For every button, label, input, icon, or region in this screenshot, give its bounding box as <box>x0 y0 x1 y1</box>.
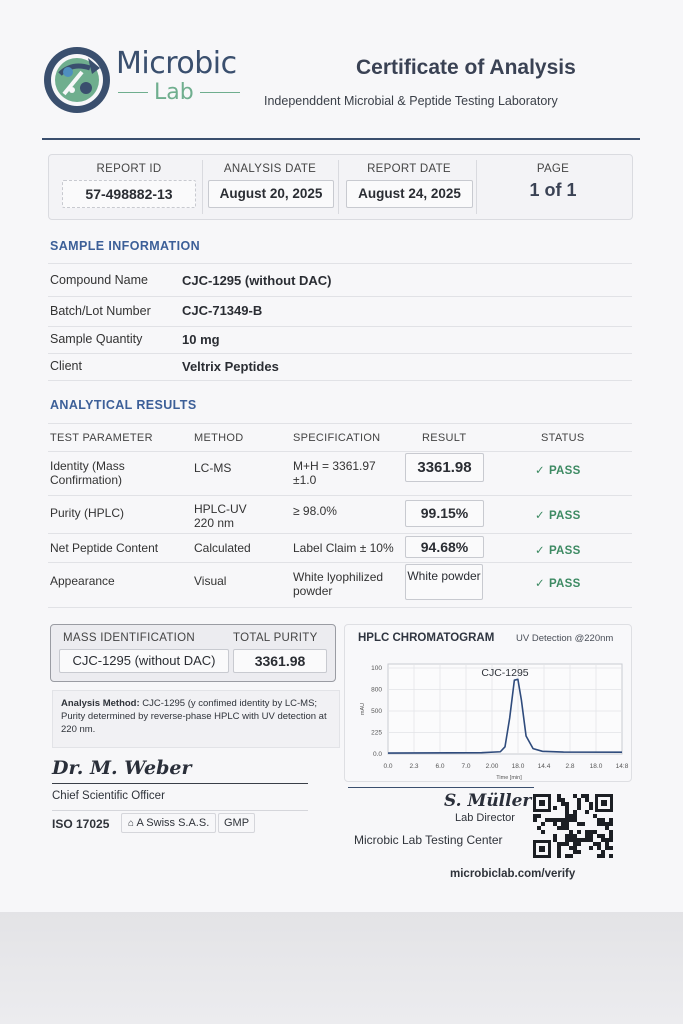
result-row-spec: M+H = 3361.97 ±1.0 <box>293 459 376 487</box>
page-subtitle: Independdent Microbial & Peptide Testing Laboratory <box>264 94 558 108</box>
peak-label: CJC-1295 <box>481 667 529 679</box>
result-row-param: Purity (HPLC) <box>50 506 125 520</box>
meta-divider <box>202 160 203 214</box>
qr-module <box>565 802 569 806</box>
qr-module <box>581 822 585 826</box>
result-row-param: Identity (Mass Confirmation) <box>50 459 125 487</box>
row-divider <box>48 326 632 327</box>
x-axis-label: Time [min] <box>496 775 522 781</box>
result-row-status <box>535 543 581 557</box>
qr-module <box>569 846 573 850</box>
x-tick-label: 2.8 <box>565 763 575 770</box>
lab-org-name: Microbic Lab Testing Center <box>354 833 503 847</box>
quantity-value: 10 mg <box>182 332 220 347</box>
x-tick-label: 6.0 <box>435 763 445 770</box>
result-row-method: LC-MS <box>194 461 232 475</box>
qr-module <box>569 854 573 858</box>
qr-module <box>589 802 593 806</box>
qr-module <box>565 814 569 818</box>
qr-module <box>565 806 569 810</box>
row-divider <box>48 451 632 452</box>
qr-module <box>589 846 593 850</box>
col-header-parameter: TEST PARAMETER <box>50 432 153 444</box>
result-row-value: White powder <box>405 564 483 600</box>
signer-title-right: Lab Director <box>455 812 515 824</box>
swiss-badge <box>121 813 216 833</box>
qr-module <box>553 822 557 826</box>
page-number-value: 1 of 1 <box>529 180 577 200</box>
qr-module <box>577 806 581 810</box>
qr-module <box>585 834 589 838</box>
qr-module <box>577 830 581 834</box>
qr-module <box>537 826 541 830</box>
building-icon: ⌂ <box>128 818 135 829</box>
qr-module <box>577 850 581 854</box>
check-icon: ✓ <box>535 510 545 522</box>
qr-module <box>601 850 605 854</box>
qr-module <box>605 822 609 826</box>
qr-module <box>565 838 569 842</box>
qr-module <box>573 846 577 850</box>
qr-module <box>573 810 577 814</box>
qr-module <box>549 818 553 822</box>
report-date-value: August 24, 2025 <box>346 180 473 208</box>
qr-finder <box>601 800 607 806</box>
qr-module <box>557 854 561 858</box>
quantity-label: Sample Quantity <box>50 332 143 346</box>
row-divider <box>48 380 632 381</box>
status-text: PASS <box>548 545 581 557</box>
result-row-param: Appearance <box>50 574 115 588</box>
total-purity-label: TOTAL PURITY <box>233 632 318 644</box>
qr-module <box>609 854 613 858</box>
qr-module <box>589 834 593 838</box>
qr-module <box>573 842 577 846</box>
qr-module <box>545 818 549 822</box>
qr-module <box>553 806 557 810</box>
x-tick-label: 18.0 <box>589 763 603 770</box>
qr-module <box>601 838 605 842</box>
qr-module <box>573 850 577 854</box>
signature-left: Dr. M. Weber <box>52 757 192 779</box>
x-tick-label: 2.00 <box>485 763 499 770</box>
qr-module <box>577 838 581 842</box>
qr-module <box>577 798 581 802</box>
swiss-badge-text: A Swiss S.A.S. <box>136 817 210 829</box>
qr-module <box>601 818 605 822</box>
qr-module <box>609 822 613 826</box>
qr-module <box>609 834 613 838</box>
qr-module <box>557 794 561 798</box>
qr-module <box>593 814 597 818</box>
qr-module <box>569 814 573 818</box>
row-divider <box>48 495 632 496</box>
page-number-label: PAGE <box>536 163 570 175</box>
qr-module <box>593 830 597 834</box>
qr-module <box>605 838 609 842</box>
qr-module <box>581 794 585 798</box>
qr-module <box>573 814 577 818</box>
col-header-result: RESULT <box>422 432 467 444</box>
qr-module <box>597 822 601 826</box>
qr-module <box>569 818 573 822</box>
page-background <box>0 912 683 1024</box>
qr-module <box>585 798 589 802</box>
qr-module <box>609 846 613 850</box>
analysis-method-text: CJC-1295 (y confimed identity by LC-MS; Purity determined by reverse-phase HPLC with UV detection at 220 nm. <box>61 698 327 735</box>
analysis-method-panel <box>52 690 340 748</box>
result-row-value: 3361.98 <box>405 453 484 482</box>
x-tick-label: 2.3 <box>409 763 419 770</box>
status-text: PASS <box>548 578 581 590</box>
signature-line <box>52 783 308 784</box>
qr-module <box>557 798 561 802</box>
compound-name-value: CJC-1295 (without DAC) <box>182 273 332 288</box>
qr-module <box>541 822 545 826</box>
meta-divider <box>338 160 339 214</box>
x-tick-label: 18.0 <box>511 763 525 770</box>
qr-module <box>605 842 609 846</box>
qr-module <box>553 818 557 822</box>
qr-module <box>585 838 589 842</box>
header-divider <box>42 138 640 140</box>
batch-value: CJC-71349-B <box>182 303 263 318</box>
qr-module <box>589 806 593 810</box>
qr-module <box>557 826 561 830</box>
qr-module <box>597 846 601 850</box>
qr-module <box>569 838 573 842</box>
status-text: PASS <box>548 510 581 522</box>
result-row-status <box>535 508 581 522</box>
qr-module <box>533 818 537 822</box>
qr-module <box>565 818 569 822</box>
qr-module <box>601 854 605 858</box>
brand-rule-right <box>200 92 240 93</box>
row-divider <box>48 263 632 264</box>
y-tick-label: 100 <box>371 665 382 672</box>
col-header-status: STATUS <box>541 432 585 444</box>
qr-module <box>585 830 589 834</box>
qr-module <box>557 842 561 846</box>
qr-module <box>557 846 561 850</box>
qr-module <box>565 842 569 846</box>
row-divider <box>48 353 632 354</box>
analysis-method-heading: Analysis Method: <box>61 698 140 709</box>
report-id-value: 57-498882-13 <box>62 180 196 208</box>
qr-module <box>589 830 593 834</box>
result-row-method: Calculated <box>194 541 251 555</box>
total-purity-value: 3361.98 <box>233 649 327 673</box>
signer-title-left: Chief Scientific Officer <box>52 790 165 802</box>
y-tick-label: 500 <box>371 708 382 715</box>
brand-rule-left <box>118 92 148 93</box>
qr-module <box>569 830 573 834</box>
qr-module <box>541 830 545 834</box>
qr-finder <box>539 846 545 852</box>
analysis-date-label: ANALYSIS DATE <box>223 163 317 175</box>
mass-id-value: CJC-1295 (without DAC) <box>59 649 229 673</box>
qr-module <box>585 810 589 814</box>
status-text: PASS <box>548 465 581 477</box>
qr-module <box>561 822 565 826</box>
analysis-date-value: August 20, 2025 <box>208 180 334 208</box>
check-icon: ✓ <box>535 545 545 557</box>
row-divider <box>48 607 632 608</box>
qr-module <box>597 854 601 858</box>
qr-module <box>577 842 581 846</box>
qr-module <box>577 802 581 806</box>
qr-module <box>537 814 541 818</box>
qr-module <box>565 826 569 830</box>
result-row-spec: White lyophilized powder <box>293 570 384 598</box>
results-title: ANALYTICAL RESULTS <box>50 398 197 412</box>
qr-module <box>581 838 585 842</box>
result-row-param: Net Peptide Content <box>50 541 159 555</box>
logo-icon <box>42 44 112 116</box>
mass-id-label: MASS IDENTIFICATION <box>63 632 195 644</box>
qr-module <box>561 826 565 830</box>
qr-module <box>609 838 613 842</box>
signature-right: S. Müller <box>444 791 532 811</box>
qr-module <box>585 794 589 798</box>
x-tick-label: 7.0 <box>461 763 471 770</box>
compound-name-label: Compound Name <box>50 273 148 287</box>
col-header-specification: SPECIFICATION <box>293 432 381 444</box>
chart-subtitle: UV Detection @220nm <box>516 633 614 644</box>
qr-module <box>565 822 569 826</box>
qr-module <box>553 834 557 838</box>
qr-module <box>565 834 569 838</box>
qr-module <box>569 834 573 838</box>
y-tick-label: 0.0 <box>372 751 382 758</box>
qr-module <box>553 838 557 842</box>
qr-module <box>561 818 565 822</box>
result-row-value: 99.15% <box>405 500 484 527</box>
result-row-value: 94.68% <box>405 536 484 558</box>
qr-module <box>601 822 605 826</box>
verify-link[interactable]: microbiclab.com/verify <box>450 868 576 880</box>
qr-module <box>573 818 577 822</box>
brand-name: Microbic <box>116 46 237 81</box>
qr-module <box>573 794 577 798</box>
row-divider <box>48 562 632 563</box>
x-tick-label: 0.0 <box>383 763 393 770</box>
qr-module <box>561 842 565 846</box>
qr-module <box>609 818 613 822</box>
y-tick-label: 800 <box>371 686 382 694</box>
sample-info-title: SAMPLE INFORMATION <box>50 239 201 253</box>
qr-module <box>597 842 601 846</box>
x-tick-label: 14:8 <box>615 763 629 770</box>
qr-module <box>597 834 601 838</box>
signature-line-right <box>348 787 534 788</box>
qr-module <box>593 842 597 846</box>
iso-badge: ISO 17025 <box>52 817 110 831</box>
client-label: Client <box>50 359 82 373</box>
qr-module <box>557 850 561 854</box>
col-header-method: METHOD <box>194 432 244 444</box>
qr-module <box>565 854 569 858</box>
report-date-label: REPORT DATE <box>367 163 451 175</box>
y-axis-label: mAU <box>360 702 366 716</box>
qr-module <box>609 830 613 834</box>
qr-module <box>565 810 569 814</box>
row-divider <box>48 423 632 424</box>
result-row-status <box>535 463 581 477</box>
client-value: Veltrix Peptides <box>182 359 279 374</box>
report-id-label: REPORT ID <box>96 163 162 175</box>
qr-module <box>573 834 577 838</box>
result-row-status <box>535 576 581 590</box>
qr-module <box>573 838 577 842</box>
y-tick-label: 225 <box>371 729 382 737</box>
row-divider <box>48 533 632 534</box>
check-icon: ✓ <box>535 465 545 477</box>
batch-label: Batch/Lot Number <box>50 304 151 318</box>
qr-module <box>561 802 565 806</box>
meta-divider <box>476 160 477 214</box>
qr-code <box>533 794 613 858</box>
qr-module <box>601 834 605 838</box>
page-title: Certificate of Analysis <box>356 56 576 79</box>
x-tick-label: 14.4 <box>537 763 551 770</box>
result-row-spec: ≥ 98.0% <box>293 504 337 518</box>
qr-module <box>533 814 537 818</box>
chromatogram-chart <box>344 648 632 782</box>
qr-module <box>561 798 565 802</box>
chart-title: HPLC CHROMATOGRAM <box>358 632 495 644</box>
gmp-badge: GMP <box>218 813 255 833</box>
qr-module <box>605 826 609 830</box>
qr-module <box>557 818 561 822</box>
brand-sub: Lab <box>154 80 194 105</box>
result-row-method: Visual <box>194 574 227 588</box>
check-icon: ✓ <box>535 578 545 590</box>
qr-module <box>605 846 609 850</box>
qr-module <box>577 822 581 826</box>
qr-finder <box>539 800 545 806</box>
result-row-spec: Label Claim ± 10% <box>293 541 394 555</box>
row-divider <box>48 296 632 297</box>
qr-module <box>589 838 593 842</box>
result-row-method: HPLC-UV 220 nm <box>194 502 247 530</box>
qr-module <box>597 818 601 822</box>
cert-divider <box>52 810 308 811</box>
